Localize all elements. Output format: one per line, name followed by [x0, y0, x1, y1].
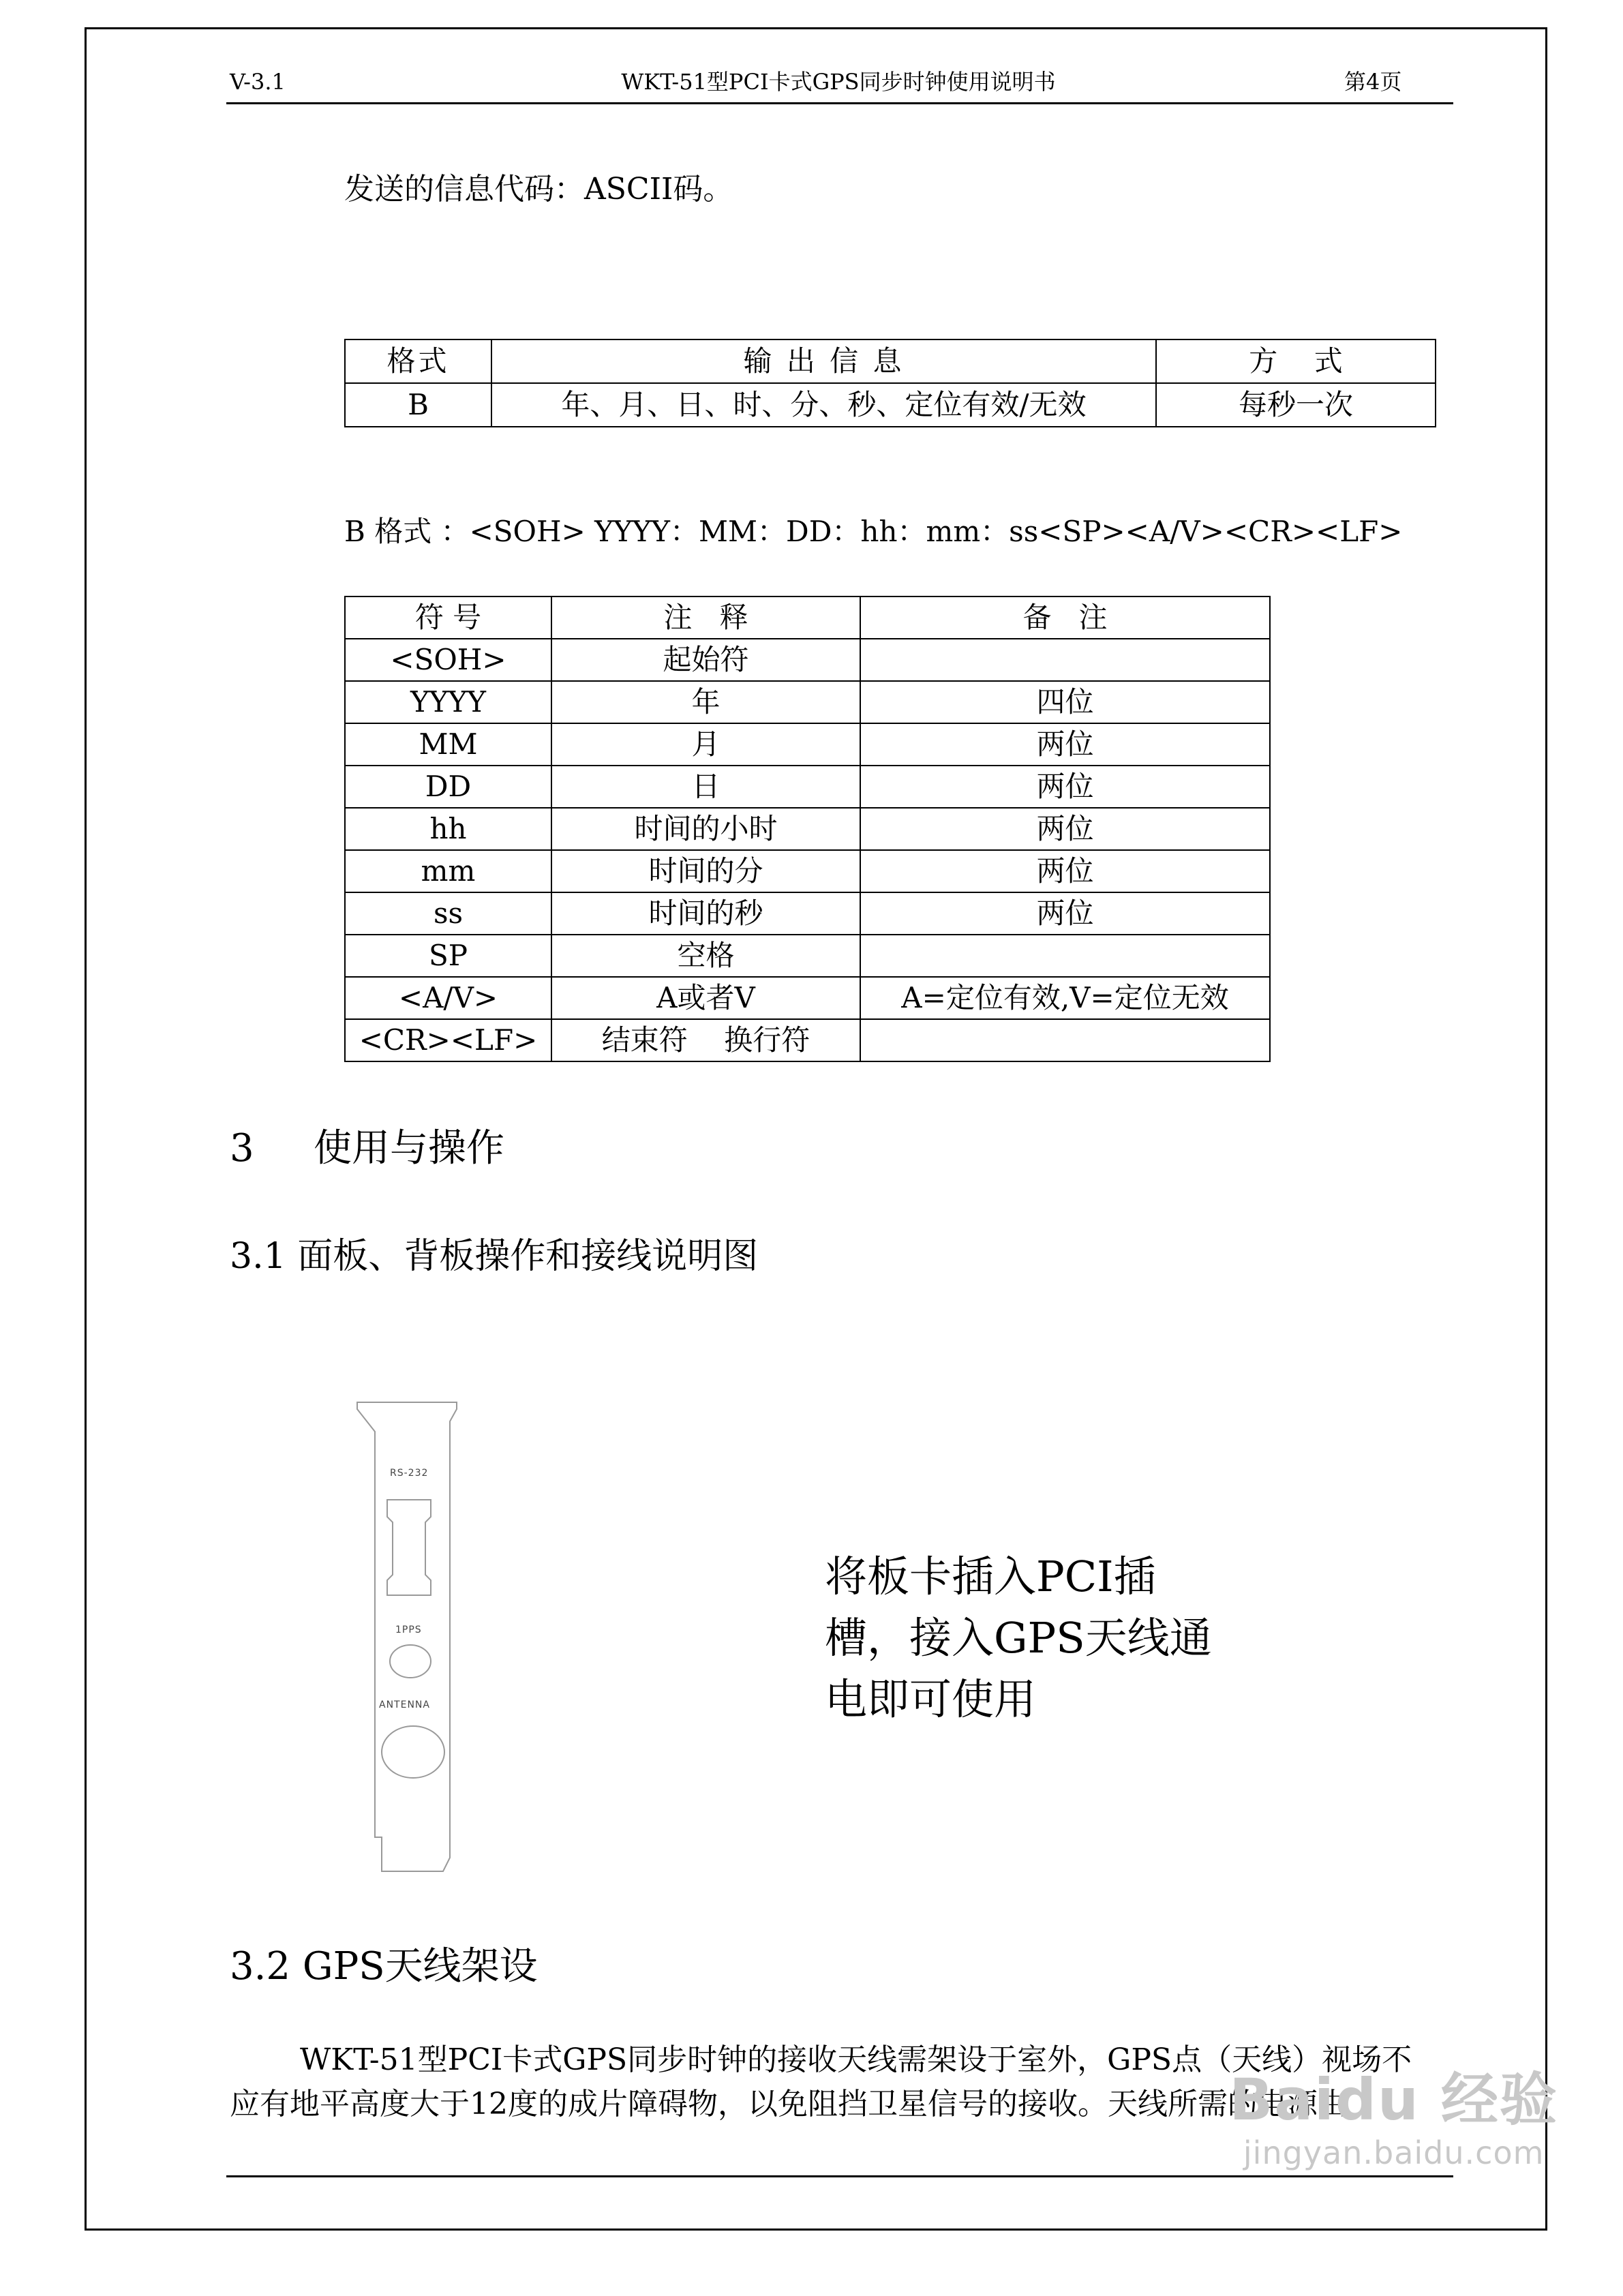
table-cell: 时间的分: [551, 850, 860, 892]
table-row: [345, 892, 1270, 935]
table-cell: ss: [345, 892, 551, 935]
table-cell: B: [345, 383, 491, 427]
table-cell: A=定位有效,V=定位无效: [860, 977, 1270, 1019]
table-cell: 年、月、日、时、分、秒、定位有效/无效: [491, 383, 1156, 427]
table-row: [345, 383, 1436, 427]
table-row: [345, 639, 1270, 681]
intro-text: 发送的信息代码：ASCII码。: [344, 172, 733, 207]
table-header-cell: 格式: [345, 339, 491, 383]
table-row: [345, 1019, 1270, 1061]
table-cell: 时间的小时: [551, 808, 860, 850]
table-row: [345, 808, 1270, 850]
table-header-cell: 方 式: [1156, 339, 1436, 383]
table-cell: YYYY: [345, 681, 551, 723]
table-cell: <A/V>: [345, 977, 551, 1019]
table-cell: hh: [345, 808, 551, 850]
pps-port-icon: [390, 1645, 431, 1678]
section-3-number: 3: [230, 1126, 254, 1170]
install-instructions: [825, 1546, 1212, 1730]
instruction-line: 电即可使用: [825, 1674, 1037, 1724]
table-header-cell: 注 释: [551, 596, 860, 639]
table-header-cell: 符 号: [345, 596, 551, 639]
paragraph-line: WKT-51型PCI卡式GPS同步时钟的接收天线需架设于室外，GPS点（天线）视场不: [300, 2042, 1412, 2077]
rs232-label: RS-232: [390, 1468, 429, 1479]
table-cell: 四位: [860, 681, 1270, 723]
header-rule: [226, 102, 1453, 104]
table-cell: 日: [551, 766, 860, 808]
table-cell: mm: [345, 850, 551, 892]
instruction-line: 将板卡插入PCI插: [825, 1552, 1156, 1601]
table-cell: 每秒一次: [1156, 383, 1436, 427]
table-header-cell: 输 出 信 息: [491, 339, 1156, 383]
table-cell: SP: [345, 935, 551, 977]
table-cell: [860, 639, 1270, 681]
table-row: [345, 766, 1270, 808]
header-page-number: 第4页: [1344, 69, 1402, 95]
format-line: B 格式 ：<SOH> YYYY：MM：DD：hh：mm：ss<SP><A/V><CR><LF>: [344, 515, 1403, 548]
table-header-row: [345, 339, 1436, 383]
table-header-cell: 备 注: [860, 596, 1270, 639]
footer-rule: [226, 2175, 1453, 2177]
table-cell: <SOH>: [345, 639, 551, 681]
instruction-line: 槽，接入GPS天线通: [825, 1613, 1212, 1663]
section-3-title: 使用与操作: [314, 1126, 504, 1170]
antenna-label: ANTENNA: [379, 1700, 430, 1710]
watermark-main: Baidu 经验: [1229, 2066, 1558, 2133]
header-version: V-3.1: [230, 69, 286, 95]
table-cell: MM: [345, 723, 551, 766]
table-cell: DD: [345, 766, 551, 808]
section-3-1-title: 3.1 面板、背板操作和接线说明图: [230, 1236, 759, 1277]
antenna-port-icon: [382, 1726, 444, 1778]
baidu-watermark: [1229, 2066, 1558, 2172]
table-row: [345, 935, 1270, 977]
table-cell: 空格: [551, 935, 860, 977]
format-table: [344, 339, 1436, 427]
table-cell: 月: [551, 723, 860, 766]
section-3-2-title: 3.2 GPS天线架设: [230, 1944, 538, 1989]
watermark-sub: jingyan.baidu.com: [1243, 2134, 1545, 2171]
table-cell: 年: [551, 681, 860, 723]
table-cell: [860, 935, 1270, 977]
rs232-port-icon: [387, 1500, 431, 1595]
symbol-table: [344, 596, 1271, 1062]
table-row: [345, 977, 1270, 1019]
table-header-row: [345, 596, 1270, 639]
table-cell: [860, 1019, 1270, 1061]
table-cell: 两位: [860, 850, 1270, 892]
pps-label: 1PPS: [395, 1625, 422, 1635]
table-cell: 结束符 换行符: [551, 1019, 860, 1061]
table-cell: 起始符: [551, 639, 860, 681]
table-cell: 两位: [860, 723, 1270, 766]
pci-bracket-diagram: [354, 1401, 470, 1878]
table-cell: 两位: [860, 892, 1270, 935]
table-row: [345, 723, 1270, 766]
table-cell: <CR><LF>: [345, 1019, 551, 1061]
table-cell: 时间的秒: [551, 892, 860, 935]
table-cell: 两位: [860, 766, 1270, 808]
paragraph-line: 应有地平高度大于12度的成片障碍物，以免阻挡卫星信号的接收。天线所需的电源由: [230, 2087, 1348, 2121]
table-row: [345, 681, 1270, 723]
header-title: WKT-51型PCI卡式GPS同步时钟使用说明书: [621, 69, 1056, 95]
table-row: [345, 850, 1270, 892]
table-cell: 两位: [860, 808, 1270, 850]
table-cell: A或者V: [551, 977, 860, 1019]
